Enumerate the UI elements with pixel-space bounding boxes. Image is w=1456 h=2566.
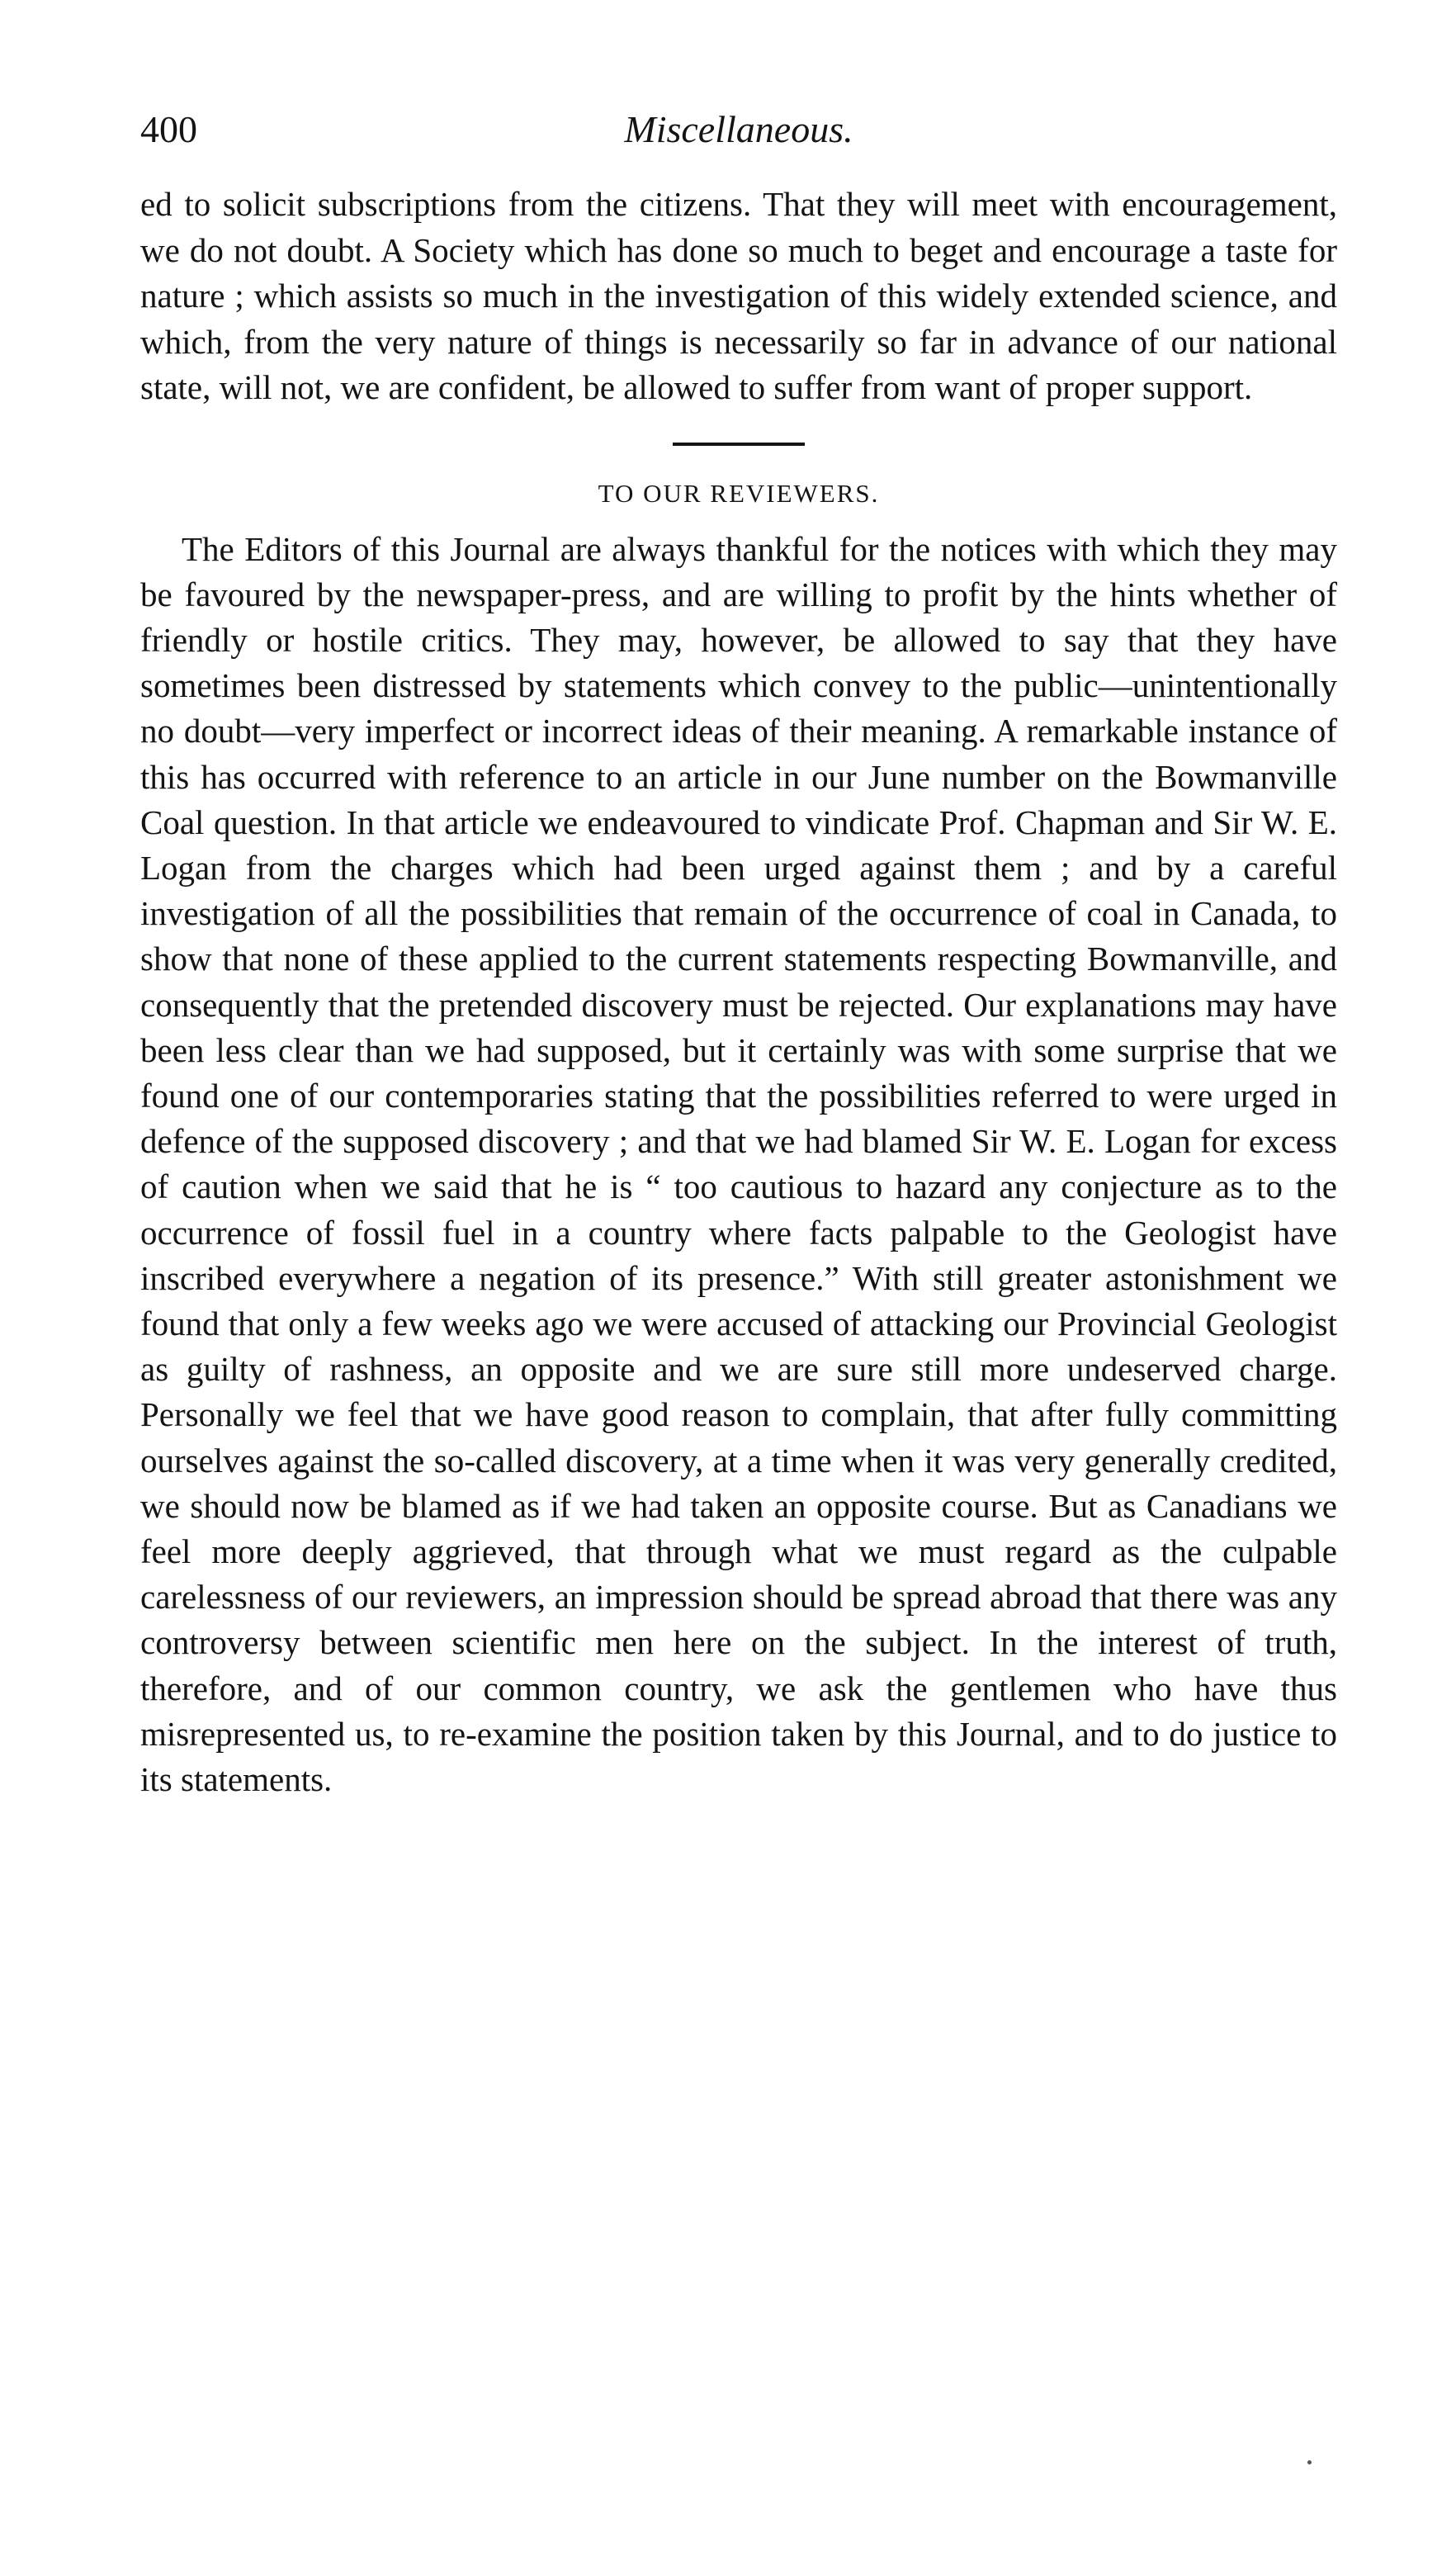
- page: [140, 99, 1337, 1802]
- running-title: Miscellaneous.: [624, 108, 853, 150]
- page-number: 400: [140, 108, 197, 150]
- running-head: [140, 99, 1337, 165]
- section-heading: TO OUR REVIEWERS.: [598, 478, 880, 508]
- section-divider: [673, 443, 805, 446]
- section-body-text: The Editors of this Journal are always thankful for the notices with which they may be favoured by the newspaper-press, and are willing to profit by the hints whether of friendly or hostile critics. They may, however, be allowed to say that they have sometimes been distressed by statements which convey to the public—unintentionally no doubt—very imperfect or incorrect ideas of their meaning. A remarkable instance of this has occurred with reference to an article in our June number on the Bowmanville Coal question. In that article we endeavoured to vindicate Prof. Chapman and Sir W. E. Logan from the charges which had been urged against them ; and by a careful investigation of all the possibilities that remain of the occurrence of coal in Canada, to show that none of these applied to the current statements respecting Bowmanville, and consequently that the pretended discovery must be rejected. Our explanations may have been less clear than we had supposed, but it certainly was with some surprise that we found one of our contemporaries stating that the possibilities referred to were urged in defence of the supposed discovery ; and that we had blamed Sir W. E. Logan for excess of caution when we said that he is “ too cautious to hazard any conjecture as to the occurrence of fossil fuel in a country where facts palpable to the Geologist have inscribed everywhere a negation of its presence.” With still greater astonishment we found that only a few weeks ago we were accused of attacking our Provincial Geologist as guilty of rashness, an opposite and we are sure still more undeserved charge. Personally we feel that we have good reason to complain, that after fully committing ourselves against the so-called discovery, at a time when it was very generally credited, we should now be blamed as if we had taken an opposite course. But as Canadians we feel more deeply aggrieved, that through what we must regard as the culpable carelessness of our reviewers, an impression should be spread abroad that there was any controversy between scientific men here on the subject. In the interest of truth, therefore, and of our common country, we ask the gentlemen who have thus misrepresented us, to re-examine the position taken by this Journal, and to do justice to its statements.: [140, 529, 1337, 1798]
- stray-mark: [1307, 2460, 1312, 2464]
- intro-paragraph: [140, 182, 1337, 411]
- intro-paragraph-text: ed to solicit subscriptions from the citizens. That they will meet with encouragement, we do not doubt. A Society which has done so much to beget and encourage a taste for nature ; which assists so much in the investigation of this widely extended science, and which, from the very nature of things is necessarily so far in advance of our national state, will not, we are confident, be allowed to suffer from want of proper support.: [140, 185, 1337, 406]
